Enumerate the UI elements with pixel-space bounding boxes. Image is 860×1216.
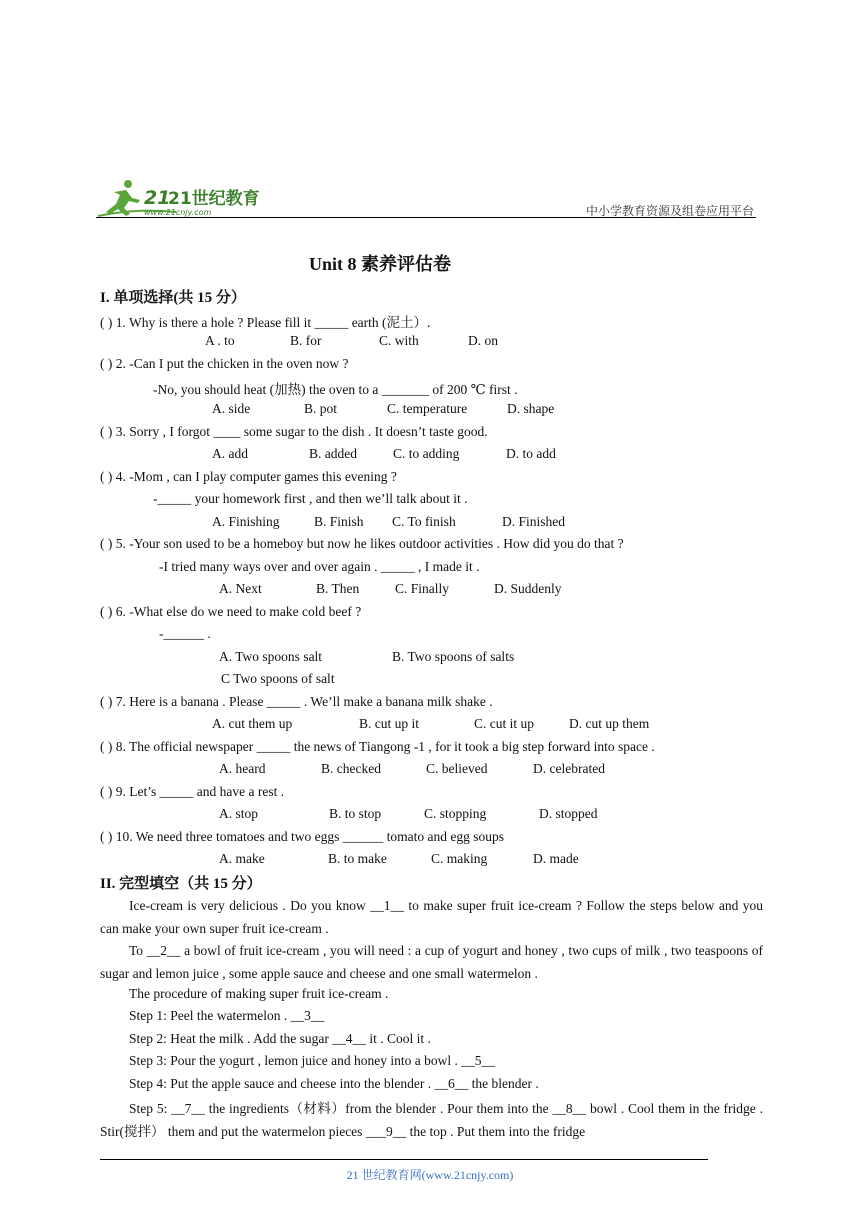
svg-text:21: 21 (144, 187, 171, 209)
q5-option-a: A. Next (219, 581, 262, 596)
q5-option-d: D. Suddenly (494, 581, 562, 596)
q5-option-c: C. Finally (395, 581, 450, 596)
q2-option-b: B. pot (304, 401, 338, 416)
q10-option-a: A. make (219, 851, 265, 866)
q2-option-c: C. temperature (387, 401, 468, 416)
q10-stem: ( ) 10. We need three tomatoes and two eggs ______ tomato and egg soups (100, 829, 504, 844)
q7-option-c: C. cut it up (474, 716, 534, 731)
q8-option-a: A. heard (219, 761, 266, 776)
q2-line2: -No, you should heat (加热) the oven to a _______ of 200 ℃ first . (153, 382, 518, 397)
q10-option-c: C. making (431, 851, 488, 866)
cloze-paragraph-2: To __2__ a bowl of fruit ice-cream , you will need : a cup of yogurt and honey , two cups of milk , two teaspoons of sugar and lemon juice , some apple sauce and cheese and one small watermelon . (100, 943, 763, 981)
q3-option-a: A. add (212, 446, 248, 461)
q8-stem: ( ) 8. The official newspaper _____ the news of Tiangong -1 , for it took a big step forward into space . (100, 739, 655, 754)
footer-link[interactable]: 21 世纪教育网(www.21cnjy.com) (346, 1168, 514, 1182)
q6-option-c: C Two spoons of salt (221, 671, 335, 686)
cloze-step-3: Step 3: Pour the yogurt , lemon juice and honey into a bowl . __5__ (129, 1053, 495, 1068)
q7-option-a: A. cut them up (212, 716, 293, 731)
cloze-step-4: Step 4: Put the apple sauce and cheese into the blender . __6__ the blender . (129, 1076, 539, 1091)
section1-heading: I. 单项选择(共 15 分） (100, 290, 246, 306)
q8-option-b: B. checked (321, 761, 381, 776)
q2-stem: ( ) 2. -Can I put the chicken in the oven now ? (100, 356, 349, 371)
cloze-paragraph-1: Ice-cream is very delicious . Do you know __1__ to make super fruit ice-cream ? Follow the steps below and you can make your own super fruit ice-cream . (100, 898, 763, 936)
q5-line2: -I tried many ways over and over again . _____ , I made it . (159, 559, 480, 574)
q4-line2: -_____ your homework first , and then we’ll talk about it . (153, 491, 468, 506)
q5-option-b: B. Then (316, 581, 360, 596)
q9-option-a: A. stop (219, 806, 259, 821)
q6-option-a: A. Two spoons salt (219, 649, 323, 664)
q6-option-b: B. Two spoons of salts (392, 649, 515, 664)
footer-rule (100, 1159, 708, 1160)
q3-stem: ( ) 3. Sorry , I forgot ____ some sugar to the dish . It doesn’t taste good. (100, 424, 488, 439)
q3-option-b: B. added (309, 446, 357, 461)
q3-option-c: C. to adding (393, 446, 460, 461)
q9-stem: ( ) 9. Let’s _____ and have a rest . (100, 784, 285, 799)
q1-option-b: B. for (290, 333, 322, 348)
cloze-step-1: Step 1: Peel the watermelon . __3__ (129, 1008, 325, 1023)
q6-line2: -______ . (159, 626, 211, 641)
q1-option-c: C. with (379, 333, 419, 348)
cloze-step-5: Step 5: __7__ the ingredients（材料）from the blender . Pour them into the __8__ bowl . Cool them in the fridge . Stir(搅拌） them and put the watermelon pieces ___9__ the top . Put them into the fridge (100, 1101, 763, 1139)
q6-stem: ( ) 6. -What else do we need to make cold beef ? (100, 604, 362, 619)
q5-stem: ( ) 5. -Your son used to be a homeboy but now he likes outdoor activities . How did you do that ? (100, 536, 624, 551)
q7-option-b: B. cut up it (359, 716, 419, 731)
q4-stem: ( ) 4. -Mom , can I play computer games this evening ? (100, 469, 397, 484)
q7-option-d: D. cut up them (569, 716, 650, 731)
q4-option-c: C. To finish (392, 514, 456, 529)
q7-stem: ( ) 7. Here is a banana . Please _____ . We’ll make a banana milk shake . (100, 694, 493, 709)
page-title: Unit 8 素养评估卷 (308, 254, 451, 274)
q10-option-d: D. made (533, 851, 579, 866)
q2-option-d: D. shape (507, 401, 555, 416)
cloze-step-2: Step 2: Heat the milk . Add the sugar __4__ it . Cool it . (129, 1031, 431, 1046)
cloze-procedure: The procedure of making super fruit ice-cream . (129, 986, 389, 1001)
q4-option-d: D. Finished (502, 514, 566, 529)
q9-option-c: C. stopping (424, 806, 487, 821)
q9-option-b: B. to stop (329, 806, 382, 821)
q8-option-d: D. celebrated (533, 761, 605, 776)
section2-heading: II. 完型填空（共 15 分） (100, 876, 262, 892)
q8-option-c: C. believed (426, 761, 488, 776)
q4-option-a: A. Finishing (212, 514, 280, 529)
q9-option-d: D. stopped (539, 806, 598, 821)
q2-option-a: A. side (212, 401, 251, 416)
q1-option-d: D. on (468, 333, 498, 348)
logo-text: 21世纪教育 (168, 189, 260, 209)
logo (96, 178, 266, 218)
q1-stem: ( ) 1. Why is there a hole ? Please fill it _____ earth (泥土）. (100, 315, 431, 330)
q3-option-d: D. to add (506, 446, 556, 461)
q1-option-a: A . to (205, 333, 235, 348)
header-rule (96, 217, 756, 218)
q4-option-b: B. Finish (314, 514, 364, 529)
logo-url: www.21cnjy.com (144, 208, 212, 217)
header-platform-text: 中小学教育资源及组卷应用平台 (585, 204, 754, 218)
q10-option-b: B. to make (328, 851, 387, 866)
